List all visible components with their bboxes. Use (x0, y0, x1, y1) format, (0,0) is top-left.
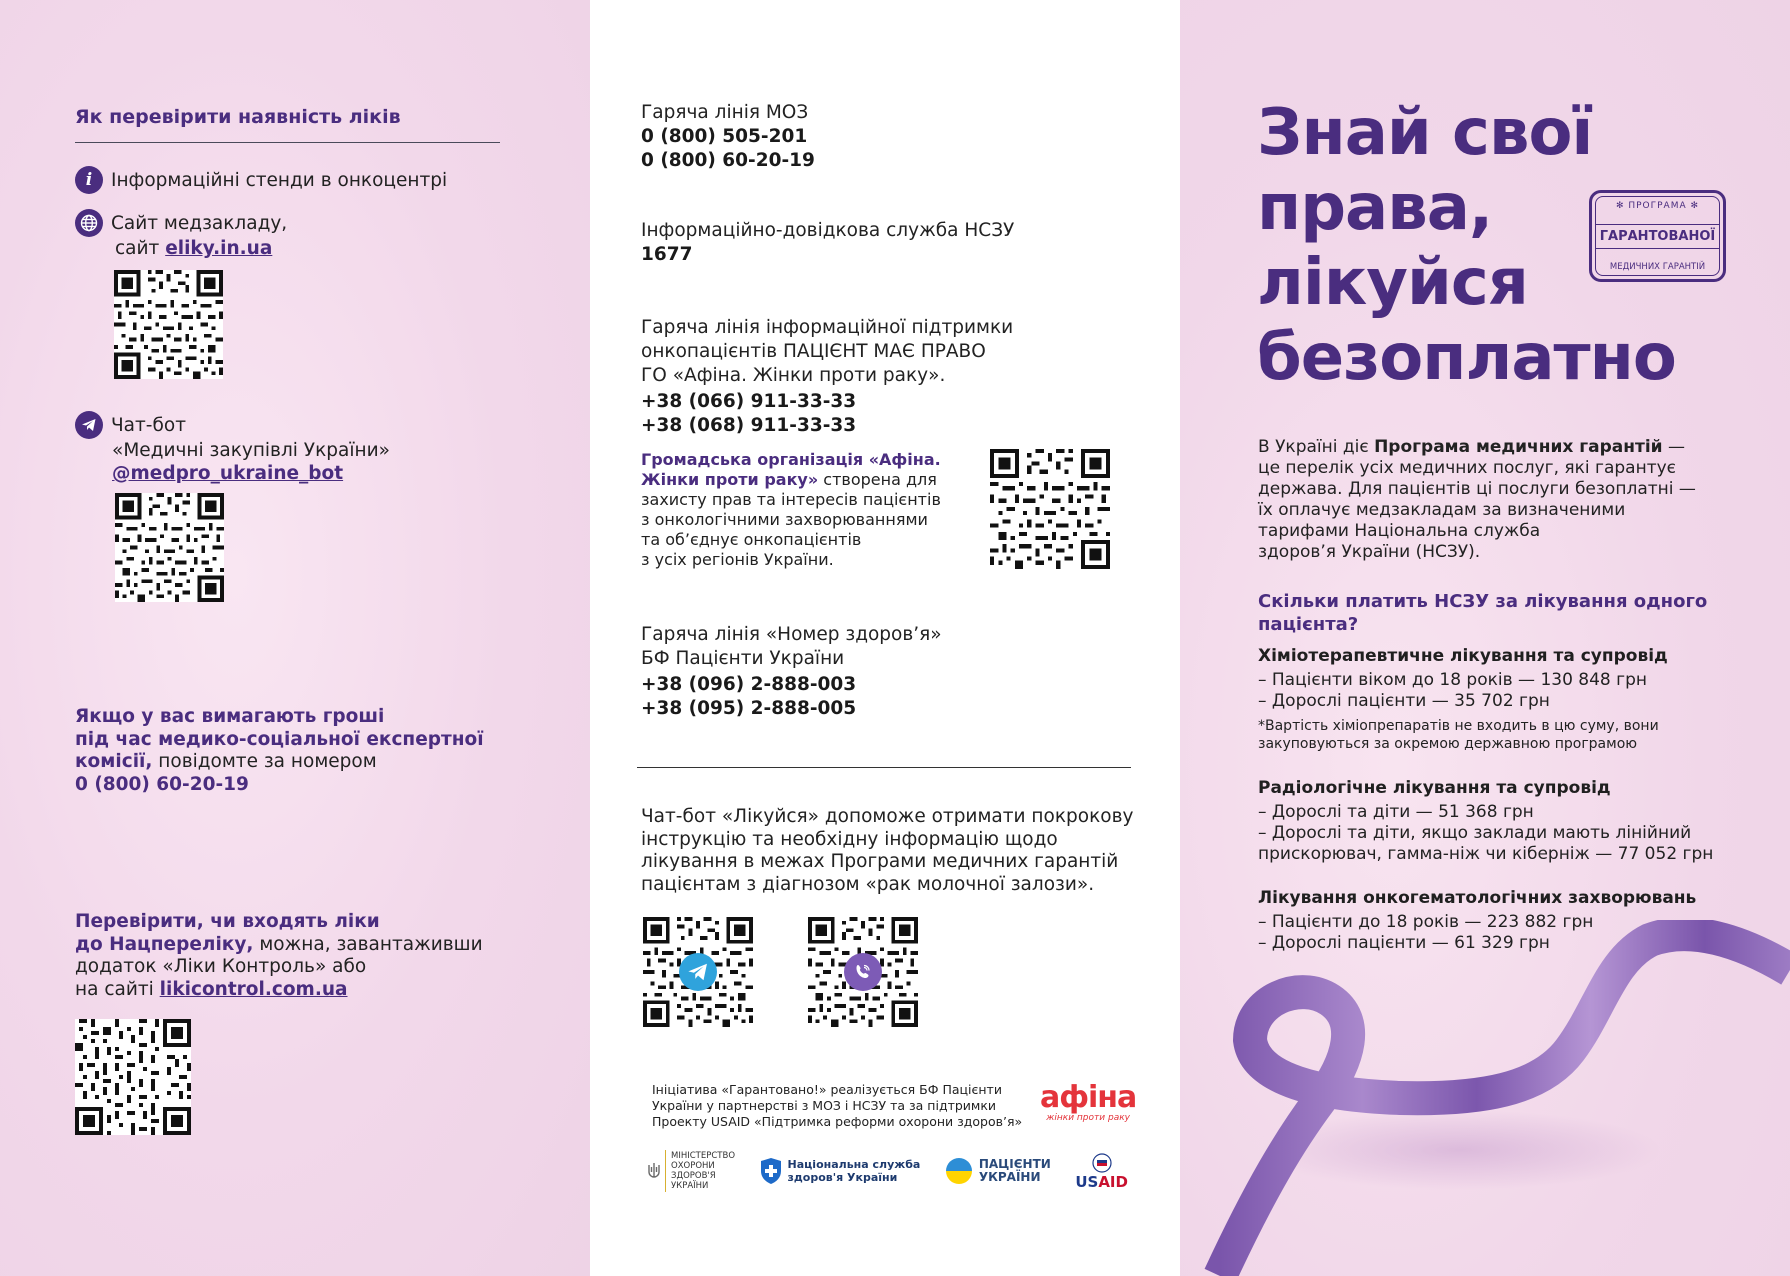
phone-number: 0 (800) 60-20-19 (641, 150, 815, 171)
likicontrol-link[interactable]: likicontrol.com.ua (159, 978, 348, 1000)
left-panel (0, 0, 590, 1276)
payment-question: Скільки платить НСЗУ за лікування одного пацієнта? (1258, 591, 1708, 635)
extortion-note: Якщо у вас вимагають гроші під час медико-соціальної експертної комісії, повідомте за номером 0 (800) 60-20-19 (75, 706, 484, 795)
viber-icon (844, 953, 882, 991)
chatbot-likuisya-description: Чат-бот «Лікуйся» допоможе отримати покрокову інструкцію та необхідну інформацію щодо лікування в межах Програми медичних гарантій пацієнтам з діагнозом «рак молочної залози». (641, 806, 1134, 895)
telegram-bot-qr-code (643, 917, 753, 1027)
phone-number: +38 (068) 911-33-33 (641, 415, 857, 436)
afina-qr-code (990, 449, 1110, 569)
phone-number: 0 (800) 505-201 (641, 126, 808, 147)
oncohematology-section: Лікування онкогематологічних захворювань – Пацієнти до 18 років — 223 882 грн – Дорослі пацієнти — 61 329 грн (1258, 888, 1697, 953)
nszu-logo: Національна служба здоров'я України (760, 1157, 921, 1185)
trident-icon (648, 1162, 660, 1180)
website-item (75, 209, 287, 260)
nacperelik-note: Перевірити, чи входять ліки до Нацпереліку, можна, завантаживши додаток «Ліки Контроль» або на сайті likicontrol.com.ua (75, 911, 483, 1000)
info-icon: i (75, 166, 103, 194)
nszu-service: Інформаційно-довідкова служба НСЗУ 1677 (641, 220, 1015, 265)
phone-number: +38 (066) 911-33-33 (641, 391, 857, 412)
partner-logos (648, 1148, 1128, 1194)
telegram-icon (75, 411, 103, 439)
section-title: Як перевірити наявність ліків (75, 106, 401, 128)
telegram-icon (679, 953, 717, 991)
moz-logo: МІНІСТЕРСТВО ОХОРОНИ ЗДОРОВ'Я УКРАЇНИ (648, 1150, 735, 1192)
moz-hotline: Гаряча лінія МОЗ 0 (800) 505-201 0 (800) 60-20-19 (641, 102, 815, 171)
flag-circle-icon (945, 1157, 973, 1185)
chatbot-label: Чат-бот (111, 414, 186, 436)
patients-of-ukraine-logo: ПАЦІЄНТИ УКРАЇНИ (945, 1157, 1051, 1185)
medpro-bot-qr-code (115, 493, 224, 602)
website-text: Сайт медзакладу, (111, 212, 288, 234)
right-panel (1180, 0, 1790, 1276)
eliky-link[interactable]: eliky.in.ua (165, 238, 273, 259)
chemo-section: Хіміотерапевтичне лікування та супровід – Пацієнти віком до 18 років — 130 848 грн – Дорослі пацієнти — 35 702 грн *Вартість хіміопрепаратів не входить в цю суму, вони закуповуються за окремою державною програмою (1258, 646, 1668, 752)
shield-cross-icon (760, 1157, 782, 1185)
divider (75, 142, 500, 143)
info-stands-text: Інформаційні стенди в онкоцентрі (111, 169, 448, 191)
awareness-ribbon-image (1180, 920, 1790, 1276)
viber-bot-qr-code (808, 917, 918, 1027)
divider (637, 767, 1131, 768)
info-stands-item (75, 166, 447, 194)
website-prefix: сайт (115, 238, 166, 259)
headline: Знай свої права, лікуйся безоплатно (1257, 96, 1676, 395)
phone-number: 1677 (641, 244, 693, 265)
chatbot-item (75, 411, 390, 485)
phone-number: +38 (096) 2-888-003 (641, 674, 857, 695)
afina-org-description: Громадська організація «Афіна. Жінки проти раку» створена для захисту прав та інтересів пацієнтів з онкологічними захворюваннями та об’єднує онкопацієнтів з усіх регіонів України. (641, 450, 941, 569)
phone-number: +38 (095) 2-888-005 (641, 698, 857, 719)
radiology-section: Радіологічне лікування та супровід – Дорослі та діти — 51 368 грн – Дорослі та діти, якщо заклади мають лінійний прискорювач, гамма-ніж чи кіберніж — 77 052 грн (1258, 778, 1714, 864)
program-stamp: ✻ ПРОГРАМА ✻ ГАРАНТОВАНОЇ МЕДИЧНИХ ГАРАНТІЙ (1589, 190, 1726, 282)
usaid-seal-icon (1092, 1153, 1112, 1173)
medpro-bot-link[interactable]: @medpro_ukraine_bot (112, 463, 344, 484)
initiative-credits: Ініціатива «Гарантовано!» реалізується БФ Пацієнти України у партнерстві з МОЗ і НСЗУ та за підтримки Проекту USAID «Підтримка реформи охорони здоров’я» (652, 1082, 1023, 1129)
program-intro: В Україні діє Програма медичних гарантій — це перелік усіх медичних послуг, які гарантує держава. Для пацієнтів ці послуги безоплатні — їх оплачує медзакладам за визначеними тарифами Національна служба здоров’я України (НСЗУ). (1258, 437, 1696, 562)
extortion-phone: 0 (800) 60-20-19 (75, 773, 249, 795)
chatbot-name: «Медичні закупівлі України» (112, 440, 390, 461)
patient-right-hotline: Гаряча лінія інформаційної підтримки онкопацієнтів ПАЦІЄНТ МАЄ ПРАВО ГО «Афіна. Жінки проти раку». +38 (066) 911-33-33 +38 (068) 911-33-33 (641, 317, 1014, 436)
afina-logo: афіна жінки проти раку (1040, 1080, 1137, 1123)
usaid-logo: USAID (1075, 1153, 1128, 1189)
likicontrol-qr-code (75, 1019, 191, 1135)
eliky-qr-code (114, 270, 223, 379)
globe-icon (75, 209, 103, 237)
health-number-hotline: Гаряча лінія «Номер здоров’я» БФ Пацієнти України +38 (096) 2-888-003 +38 (095) 2-888-005 (641, 624, 942, 719)
